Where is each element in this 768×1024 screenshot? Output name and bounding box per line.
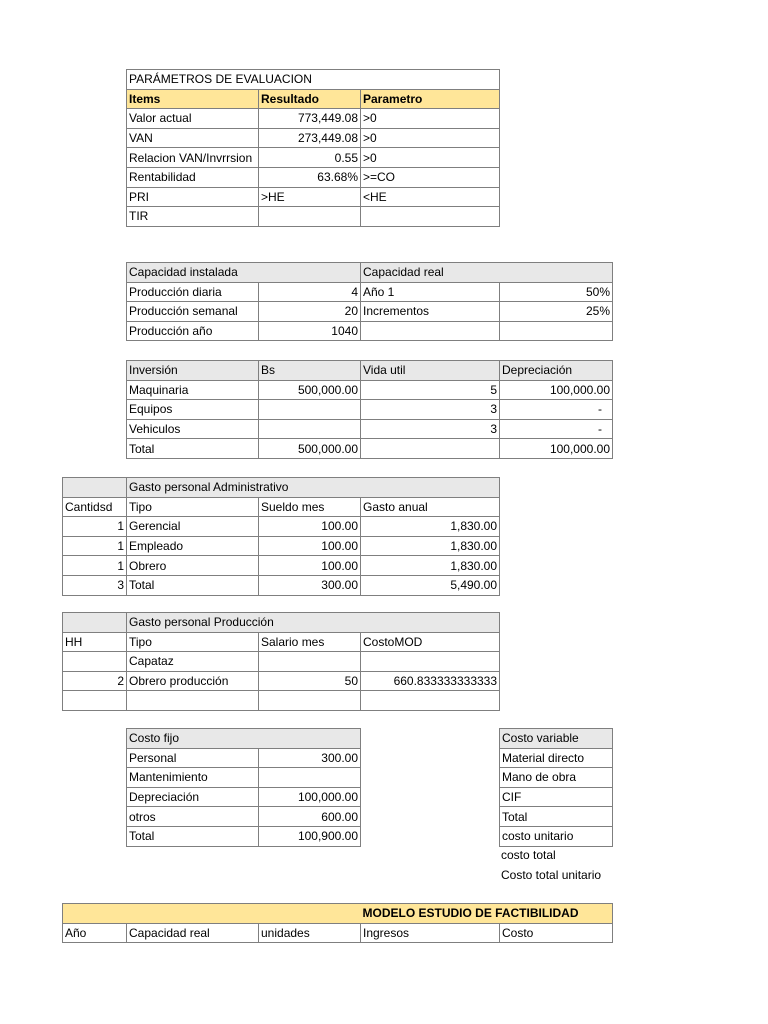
production-personnel-title: Gasto personal Producción [127,613,500,633]
cell[interactable] [63,652,127,672]
cell[interactable]: TIR [127,207,259,227]
cell[interactable]: 100.00 [259,536,361,556]
cell[interactable]: Obrero [127,556,259,576]
header-salario-mes: Salario mes [259,632,361,652]
cell[interactable]: 25% [500,302,613,322]
evaluation-parameters-table [126,69,500,227]
cell[interactable]: 2 [63,671,127,691]
cell[interactable]: Gerencial [127,517,259,537]
cell[interactable] [259,400,361,420]
evaluation-parameters-title: PARÁMETROS DE EVALUACION [127,70,500,90]
cell[interactable]: Equipos [127,400,259,420]
header-costo-mod: CostoMOD [361,632,500,652]
cell[interactable] [361,321,500,341]
table-row [127,109,500,129]
cell[interactable]: - [500,400,613,420]
cell[interactable] [63,691,127,711]
cell[interactable] [361,691,500,711]
table-row [63,652,500,672]
table-row [63,575,500,595]
cell[interactable]: Rentabilidad [127,167,259,187]
cell[interactable]: 100,900.00 [259,826,361,846]
cell[interactable]: Incrementos [361,302,500,322]
cell[interactable]: >0 [361,128,500,148]
header-ano: Año [63,923,127,943]
table-row [127,439,613,459]
table-row [127,128,500,148]
feasibility-model-title: MODELO ESTUDIO DE FACTIBILIDAD [361,904,613,924]
table-row [127,748,361,768]
table-row [63,691,500,711]
cell[interactable]: 100.00 [259,556,361,576]
cell[interactable]: 100,000.00 [259,787,361,807]
cell[interactable]: Depreciación [127,787,259,807]
cell [63,904,361,924]
cell[interactable]: 660.833333333333 [361,671,500,691]
admin-personnel-table [62,477,500,596]
cell[interactable]: 20 [259,302,361,322]
header-unidades: unidades [259,923,361,943]
cell[interactable]: 500,000.00 [259,439,361,459]
cell[interactable] [361,207,500,227]
cell[interactable]: - [500,419,613,439]
table-row [127,207,500,227]
cell[interactable] [259,207,361,227]
cell[interactable]: Relacion VAN/Invrrsion [127,148,259,168]
header-bs: Bs [259,361,361,381]
header-inversion: Inversión [127,361,259,381]
real-capacity-header: Capacidad real [361,263,613,283]
cell[interactable]: 100.00 [259,517,361,537]
header-tipo: Tipo [127,632,259,652]
table-row [127,187,500,207]
table-row [127,826,361,846]
header-capacidad-real: Capacidad real [127,923,259,943]
table-row [127,380,613,400]
cell[interactable]: 4 [259,282,361,302]
cell[interactable]: >HE [259,187,361,207]
cell[interactable]: Obrero producción [127,671,259,691]
table-row [63,517,500,537]
cell[interactable]: 1 [63,556,127,576]
cell[interactable]: 1,830.00 [361,517,500,537]
feasibility-model-table [62,903,613,943]
variable-cost-title: Costo variable [500,729,613,749]
cell[interactable]: 500,000.00 [259,380,361,400]
cell[interactable]: Total [500,807,613,827]
cell[interactable]: Año 1 [361,282,500,302]
cell[interactable]: Capataz [127,652,259,672]
cell[interactable]: Mantenimiento [127,768,259,788]
cell[interactable]: Valor actual [127,109,259,129]
cell[interactable]: 600.00 [259,807,361,827]
cell[interactable]: 0.55 [259,148,361,168]
variable-cost-table [499,728,613,847]
fixed-cost-title: Costo fijo [127,729,361,749]
cell[interactable]: 50 [259,671,361,691]
cell[interactable]: 273,449.08 [259,128,361,148]
table-row [63,671,500,691]
cell[interactable]: Producción semanal [127,302,259,322]
costo-total-label: costo total [501,848,556,862]
cell[interactable]: otros [127,807,259,827]
capacity-table [126,262,613,341]
cell[interactable]: 50% [500,282,613,302]
table-row [500,768,613,788]
table-row [63,536,500,556]
cell[interactable] [500,321,613,341]
header-depreciacion: Depreciación [500,361,613,381]
cell[interactable]: Vehiculos [127,419,259,439]
cell[interactable]: 1040 [259,321,361,341]
header-gasto-anual: Gasto anual [361,497,500,517]
costo-total-unitario-label: Costo total unitario [501,868,602,882]
header-vida-util: Vida util [361,361,500,381]
installed-capacity-header: Capacidad instalada [127,263,361,283]
cell[interactable]: 773,449.08 [259,109,361,129]
cell[interactable]: 5 [361,380,500,400]
cell[interactable]: 1,830.00 [361,536,500,556]
table-row [127,302,613,322]
table-row [127,148,500,168]
header-sueldo-mes: Sueldo mes [259,497,361,517]
header-cantidad: Cantidsd [63,497,127,517]
cell [63,478,127,498]
table-row [127,321,613,341]
table-row [500,807,613,827]
cell[interactable]: 1,830.00 [361,556,500,576]
production-personnel-table [62,612,500,711]
cell[interactable] [361,652,500,672]
cell[interactable]: Producción año [127,321,259,341]
cell[interactable] [361,439,500,459]
table-row [500,748,613,768]
fixed-cost-table [126,728,361,847]
cell[interactable]: Personal [127,748,259,768]
cell[interactable] [127,691,259,711]
cell[interactable] [259,691,361,711]
header-items: Items [127,89,259,109]
admin-personnel-title: Gasto personal Administrativo [127,478,500,498]
table-row [127,807,361,827]
header-tipo: Tipo [127,497,259,517]
cell[interactable]: PRI [127,187,259,207]
header-ingresos: Ingresos [361,923,500,943]
table-row [127,400,613,420]
table-row [127,282,613,302]
cell[interactable]: Total [127,826,259,846]
table-row [500,787,613,807]
cell[interactable]: Empleado [127,536,259,556]
cell[interactable]: 63.68% [259,167,361,187]
table-row [127,768,361,788]
cell[interactable] [259,419,361,439]
cell[interactable] [259,768,361,788]
cell[interactable]: CIF [500,787,613,807]
header-hh: HH [63,632,127,652]
cell[interactable]: 1 [63,536,127,556]
cell[interactable]: 300.00 [259,748,361,768]
cell[interactable]: 3 [361,419,500,439]
header-parametro: Parametro [361,89,500,109]
cell[interactable]: <HE [361,187,500,207]
cell[interactable]: >0 [361,109,500,129]
cell [63,613,127,633]
table-row [500,826,613,846]
cell[interactable]: 5,490.00 [361,575,500,595]
cell[interactable]: 100,000.00 [500,380,613,400]
cell[interactable]: Total [127,439,259,459]
cell[interactable]: >=CO [361,167,500,187]
cell[interactable]: Material directo [500,748,613,768]
table-row [127,787,361,807]
table-row [63,556,500,576]
table-row [127,419,613,439]
cell[interactable]: >0 [361,148,500,168]
cell[interactable]: Mano de obra [500,768,613,788]
cell[interactable]: 1 [63,517,127,537]
cell[interactable]: costo unitario [500,826,613,846]
cell[interactable] [259,652,361,672]
cell[interactable]: VAN [127,128,259,148]
cell[interactable]: 3 [361,400,500,420]
header-costo: Costo [500,923,613,943]
table-row [127,167,500,187]
cell[interactable]: 3 [63,575,127,595]
cell[interactable]: 300.00 [259,575,361,595]
header-resultado: Resultado [259,89,361,109]
cell[interactable]: Maquinaria [127,380,259,400]
cell[interactable]: Producción diaria [127,282,259,302]
investment-table [126,360,613,459]
cell[interactable]: 100,000.00 [500,439,613,459]
cell[interactable]: Total [127,575,259,595]
